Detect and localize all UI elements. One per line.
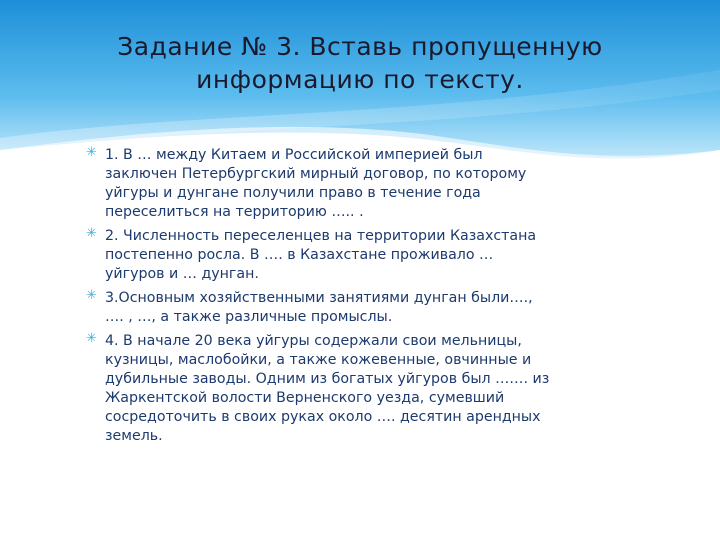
item-text-line: сосредоточить в своих руках около …. десятин арендных <box>105 409 541 425</box>
item-text-line: дубильные заводы. Одним из богатых уйгуров был ……. из <box>105 371 550 387</box>
item-text-line: земель. <box>105 428 163 444</box>
title-line: Задание № 3. Вставь пропущенную <box>117 32 603 61</box>
list-item <box>86 227 656 284</box>
item-text-line: 4. В начале 20 века уйгуры содержали свои мельницы, <box>105 333 522 349</box>
item-text-line: 2. Численность переселенцев на территории Казахстана <box>105 228 537 244</box>
asterisk-icon: ✳ <box>86 226 97 241</box>
item-text-line: 3.Основным хозяйственными занятиями дунган были…., <box>105 290 533 306</box>
item-text-line: уйгуры и дунгане получили право в течение года <box>105 185 481 201</box>
item-text-line: Жаркентской волости Верненского уезда, сумевший <box>105 390 505 406</box>
list-item <box>86 146 656 222</box>
slide-title <box>40 30 680 96</box>
item-text-line: 1. В … между Китаем и Российской империей был <box>105 147 483 163</box>
item-text-line: переселиться на территорию ….. . <box>105 204 364 220</box>
asterisk-icon: ✳ <box>86 145 97 160</box>
asterisk-icon: ✳ <box>86 331 97 346</box>
task-list <box>86 146 656 451</box>
list-item <box>86 332 656 446</box>
asterisk-icon: ✳ <box>86 288 97 303</box>
item-text-line: постепенно росла. В …. в Казахстане проживало … <box>105 247 494 263</box>
item-text-line: заключен Петербургский мирный договор, по которому <box>105 166 527 182</box>
title-line: информацию по тексту. <box>196 65 524 94</box>
item-text-line: уйгуров и … дунган. <box>105 266 259 282</box>
item-text-line: кузницы, маслобойки, а также кожевенные, овчинные и <box>105 352 532 368</box>
list-item <box>86 289 656 327</box>
item-text-line: …. , …, а также различные промыслы. <box>105 309 393 325</box>
